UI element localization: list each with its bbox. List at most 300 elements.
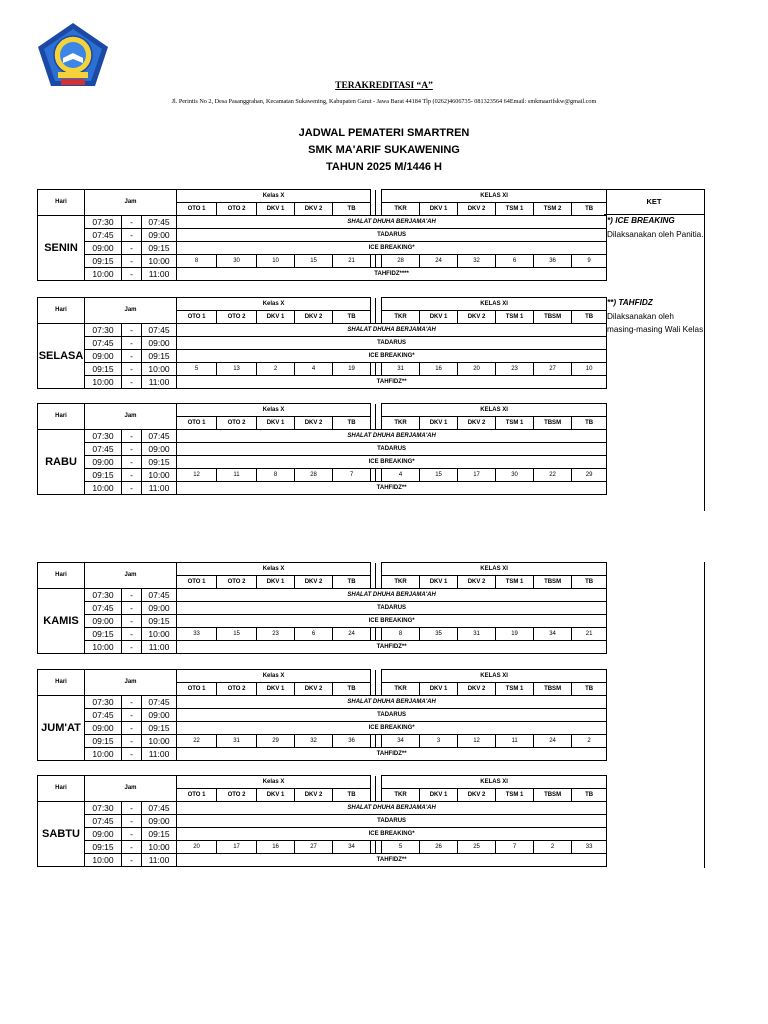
time-start: 07:30 [85, 589, 122, 602]
time-row [38, 589, 607, 602]
class-x-name: DKV 1 [257, 203, 295, 216]
teacher-number: 34 [534, 628, 572, 641]
time-dash: - [122, 589, 142, 602]
time-dash: - [122, 748, 142, 761]
class-xi-name: DKV 2 [458, 417, 496, 430]
class-xi-name: DKV 1 [420, 203, 458, 216]
time-end: 07:45 [142, 324, 177, 337]
time-dash: - [122, 815, 142, 828]
class-xi-name: DKV 2 [458, 683, 496, 696]
time-end: 09:00 [142, 815, 177, 828]
activity-dhuha: SHALAT DHUHA BERJAMA'AH [177, 589, 607, 602]
day-name: SABTU [38, 802, 85, 867]
time-start: 09:00 [85, 456, 122, 469]
class-xi-name: TSM 1 [496, 203, 534, 216]
time-row [38, 602, 607, 615]
time-dash: - [122, 376, 142, 389]
time-row [38, 469, 607, 482]
class-xi-name: TBSM [534, 311, 572, 324]
teacher-number: 13 [217, 363, 257, 376]
day-name: JUM'AT [38, 696, 85, 761]
teacher-number: 6 [496, 255, 534, 268]
kelas-x-header: Kelas X [177, 776, 371, 789]
time-start: 07:30 [85, 696, 122, 709]
hari-header: Hari [38, 670, 85, 696]
teacher-number: 8 [382, 628, 420, 641]
teacher-number: 32 [295, 735, 333, 748]
time-end: 09:00 [142, 229, 177, 242]
time-dash: - [122, 828, 142, 841]
teacher-number: 31 [217, 735, 257, 748]
time-start: 09:00 [85, 242, 122, 255]
time-start: 07:45 [85, 815, 122, 828]
time-start: 07:30 [85, 430, 122, 443]
class-x-name: OTO 1 [177, 203, 217, 216]
class-x-name: OTO 1 [177, 683, 217, 696]
jam-header: Jam [85, 563, 177, 589]
teacher-number: 33 [177, 628, 217, 641]
teacher-number: 24 [534, 735, 572, 748]
time-dash: - [122, 735, 142, 748]
activity-ice: ICE BREAKING* [177, 615, 607, 628]
teacher-number: 26 [420, 841, 458, 854]
class-xi-name: TSM 1 [496, 417, 534, 430]
time-dash: - [122, 802, 142, 815]
kelas-xi-header: KELAS XI [382, 190, 607, 203]
time-start: 07:45 [85, 229, 122, 242]
class-xi-name: TBSM [534, 683, 572, 696]
class-xi-name: TKR [382, 576, 420, 589]
class-x-name: TB [333, 683, 371, 696]
time-end: 11:00 [142, 482, 177, 495]
teacher-number: 6 [295, 628, 333, 641]
time-start: 10:00 [85, 482, 122, 495]
teacher-number: 19 [496, 628, 534, 641]
activity-dhuha: SHALAT DHUHA BERJAMA'AH [177, 802, 607, 815]
class-x-name: OTO 2 [217, 576, 257, 589]
time-row [38, 628, 607, 641]
time-row [38, 350, 607, 363]
class-xi-name: TBSM [534, 789, 572, 802]
teacher-number: 2 [257, 363, 295, 376]
time-dash: - [122, 841, 142, 854]
teacher-number: 29 [572, 469, 607, 482]
time-end: 07:45 [142, 802, 177, 815]
teacher-number: 22 [534, 469, 572, 482]
time-row [38, 735, 607, 748]
teacher-number: 12 [458, 735, 496, 748]
class-x-name: OTO 2 [217, 417, 257, 430]
time-dash: - [122, 628, 142, 641]
class-xi-name: TB [572, 311, 607, 324]
teacher-number: 2 [572, 735, 607, 748]
teacher-number: 31 [458, 628, 496, 641]
time-row [38, 430, 607, 443]
class-x-name: OTO 2 [217, 789, 257, 802]
time-start: 09:15 [85, 255, 122, 268]
hari-header: Hari [38, 190, 85, 216]
class-x-name: OTO 2 [217, 203, 257, 216]
teacher-number: 20 [458, 363, 496, 376]
time-row [38, 324, 607, 337]
title-line-3: TAHUN 2025 M/1446 H [326, 161, 442, 173]
time-dash: - [122, 229, 142, 242]
hari-header: Hari [38, 404, 85, 430]
teacher-number: 27 [295, 841, 333, 854]
time-dash: - [122, 854, 142, 867]
teacher-number: 30 [217, 255, 257, 268]
time-end: 10:00 [142, 628, 177, 641]
teacher-number: 16 [420, 363, 458, 376]
class-x-name: DKV 2 [295, 203, 333, 216]
time-row [38, 363, 607, 376]
class-xi-name: TSM 1 [496, 789, 534, 802]
time-row [38, 337, 607, 350]
time-start: 07:30 [85, 216, 122, 229]
class-xi-name: TKR [382, 789, 420, 802]
time-row [38, 748, 607, 761]
time-row [38, 255, 607, 268]
time-dash: - [122, 430, 142, 443]
class-xi-name: TBSM [534, 417, 572, 430]
time-dash: - [122, 482, 142, 495]
time-end: 07:45 [142, 430, 177, 443]
class-x-name: OTO 2 [217, 683, 257, 696]
class-xi-name: TSM 1 [496, 576, 534, 589]
time-start: 10:00 [85, 854, 122, 867]
time-dash: - [122, 443, 142, 456]
class-xi-name: TBSM [534, 576, 572, 589]
schedule-table-senin [37, 189, 607, 281]
teacher-number: 15 [420, 469, 458, 482]
activity-tadarus: TADARUS [177, 337, 607, 350]
teacher-number: 33 [572, 841, 607, 854]
class-x-name: OTO 2 [217, 311, 257, 324]
teacher-number: 11 [217, 469, 257, 482]
activity-tahfidz: TAHFIDZ** [177, 482, 607, 495]
time-dash: - [122, 337, 142, 350]
teacher-number: 17 [217, 841, 257, 854]
time-dash: - [122, 615, 142, 628]
ket-border-lower [704, 562, 705, 868]
activity-dhuha: SHALAT DHUHA BERJAMA'AH [177, 216, 607, 229]
time-row [38, 456, 607, 469]
class-x-name: DKV 1 [257, 683, 295, 696]
time-row [38, 615, 607, 628]
ket-header: KET [604, 189, 705, 215]
class-x-name: DKV 1 [257, 576, 295, 589]
time-dash: - [122, 469, 142, 482]
activity-ice: ICE BREAKING* [177, 242, 607, 255]
kelas-x-header: Kelas X [177, 563, 371, 576]
class-xi-name: TKR [382, 417, 420, 430]
time-dash: - [122, 696, 142, 709]
class-xi-name: TB [572, 203, 607, 216]
time-start: 07:45 [85, 602, 122, 615]
teacher-number: 30 [496, 469, 534, 482]
teacher-number: 27 [534, 363, 572, 376]
jam-header: Jam [85, 190, 177, 216]
teacher-number: 34 [333, 841, 371, 854]
time-end: 09:00 [142, 443, 177, 456]
time-dash: - [122, 255, 142, 268]
activity-tahfidz: TAHFIDZ** [177, 641, 607, 654]
time-row [38, 815, 607, 828]
hari-header: Hari [38, 563, 85, 589]
time-row [38, 841, 607, 854]
time-row [38, 443, 607, 456]
class-x-name: DKV 1 [257, 789, 295, 802]
class-xi-name: DKV 1 [420, 311, 458, 324]
time-dash: - [122, 324, 142, 337]
schedule-table-jumat [37, 669, 607, 761]
time-end: 10:00 [142, 735, 177, 748]
class-x-name: OTO 1 [177, 311, 217, 324]
teacher-number: 22 [177, 735, 217, 748]
time-row [38, 216, 607, 229]
teacher-number: 10 [572, 363, 607, 376]
activity-dhuha: SHALAT DHUHA BERJAMA'AH [177, 696, 607, 709]
teacher-number: 4 [295, 363, 333, 376]
time-end: 07:45 [142, 216, 177, 229]
note-tahfidz [607, 296, 705, 337]
time-end: 09:00 [142, 337, 177, 350]
time-dash: - [122, 722, 142, 735]
time-row [38, 828, 607, 841]
class-x-name: TB [333, 576, 371, 589]
class-x-name: DKV 2 [295, 576, 333, 589]
time-dash: - [122, 641, 142, 654]
jam-header: Jam [85, 776, 177, 802]
teacher-number: 8 [177, 255, 217, 268]
kelas-x-header: Kelas X [177, 190, 371, 203]
note-ice-breaking-title: *) ICE BREAKING [607, 216, 675, 225]
class-xi-name: TSM 2 [534, 203, 572, 216]
time-start: 09:15 [85, 469, 122, 482]
class-xi-name: DKV 1 [420, 789, 458, 802]
time-dash: - [122, 709, 142, 722]
teacher-number: 28 [295, 469, 333, 482]
class-xi-name: DKV 2 [458, 576, 496, 589]
time-end: 10:00 [142, 469, 177, 482]
schedule-table-selasa [37, 297, 607, 389]
class-x-name: OTO 1 [177, 576, 217, 589]
teacher-number: 24 [420, 255, 458, 268]
activity-tadarus: TADARUS [177, 602, 607, 615]
teacher-number: 12 [177, 469, 217, 482]
teacher-number: 15 [295, 255, 333, 268]
kelas-xi-header: KELAS XI [382, 670, 607, 683]
kelas-x-header: Kelas X [177, 670, 371, 683]
teacher-number: 9 [572, 255, 607, 268]
jam-header: Jam [85, 404, 177, 430]
class-x-name: DKV 2 [295, 683, 333, 696]
time-dash: - [122, 216, 142, 229]
note-tahfidz-title: **) TAHFIDZ [607, 298, 653, 307]
time-end: 10:00 [142, 255, 177, 268]
time-end: 09:15 [142, 456, 177, 469]
note-ice-breaking [607, 214, 705, 241]
time-row [38, 268, 607, 281]
time-start: 09:15 [85, 735, 122, 748]
teacher-number: 36 [534, 255, 572, 268]
teacher-number: 31 [382, 363, 420, 376]
class-xi-name: DKV 1 [420, 683, 458, 696]
class-xi-name: TB [572, 576, 607, 589]
teacher-number: 4 [382, 469, 420, 482]
class-x-name: OTO 1 [177, 789, 217, 802]
time-end: 07:45 [142, 696, 177, 709]
school-logo [36, 22, 110, 88]
teacher-number: 36 [333, 735, 371, 748]
class-xi-name: DKV 1 [420, 417, 458, 430]
teacher-number: 5 [177, 363, 217, 376]
teacher-number: 7 [333, 469, 371, 482]
activity-dhuha: SHALAT DHUHA BERJAMA'AH [177, 324, 607, 337]
kelas-xi-header: KELAS XI [382, 404, 607, 417]
activity-tahfidz: TAHFIDZ**** [177, 268, 607, 281]
title-line-2: SMK MA'ARIF SUKAWENING [308, 144, 460, 156]
time-end: 09:15 [142, 722, 177, 735]
time-row [38, 242, 607, 255]
teacher-number: 32 [458, 255, 496, 268]
class-xi-name: TKR [382, 311, 420, 324]
time-end: 09:00 [142, 602, 177, 615]
activity-ice: ICE BREAKING* [177, 722, 607, 735]
time-start: 09:15 [85, 841, 122, 854]
class-xi-name: TSM 1 [496, 311, 534, 324]
kelas-xi-header: KELAS XI [382, 776, 607, 789]
activity-ice: ICE BREAKING* [177, 350, 607, 363]
teacher-number: 28 [382, 255, 420, 268]
time-dash: - [122, 350, 142, 363]
schedule-table-sabtu [37, 775, 607, 867]
time-start: 09:00 [85, 615, 122, 628]
time-end: 09:15 [142, 828, 177, 841]
activity-ice: ICE BREAKING* [177, 456, 607, 469]
time-end: 10:00 [142, 363, 177, 376]
title-line-1: JADWAL PEMATERI SMARTREN [298, 127, 470, 139]
class-xi-name: DKV 2 [458, 203, 496, 216]
time-row [38, 229, 607, 242]
teacher-number: 5 [382, 841, 420, 854]
time-start: 10:00 [85, 268, 122, 281]
time-end: 09:00 [142, 709, 177, 722]
teacher-number: 8 [257, 469, 295, 482]
teacher-number: 19 [333, 363, 371, 376]
time-row [38, 376, 607, 389]
time-end: 11:00 [142, 268, 177, 281]
hari-header: Hari [38, 298, 85, 324]
time-end: 09:15 [142, 350, 177, 363]
class-xi-name: TSM 1 [496, 683, 534, 696]
time-end: 11:00 [142, 641, 177, 654]
kelas-xi-header: KELAS XI [382, 563, 607, 576]
class-x-name: TB [333, 789, 371, 802]
kelas-xi-header: KELAS XI [382, 298, 607, 311]
class-xi-name: DKV 2 [458, 311, 496, 324]
teacher-number: 3 [420, 735, 458, 748]
time-start: 10:00 [85, 748, 122, 761]
teacher-number: 15 [217, 628, 257, 641]
time-dash: - [122, 242, 142, 255]
time-start: 09:00 [85, 350, 122, 363]
time-end: 11:00 [142, 748, 177, 761]
time-dash: - [122, 363, 142, 376]
time-start: 09:00 [85, 828, 122, 841]
time-end: 11:00 [142, 376, 177, 389]
time-end: 11:00 [142, 854, 177, 867]
activity-ice: ICE BREAKING* [177, 828, 607, 841]
kelas-x-header: Kelas X [177, 404, 371, 417]
teacher-number: 21 [572, 628, 607, 641]
teacher-number: 10 [257, 255, 295, 268]
time-start: 07:30 [85, 324, 122, 337]
class-xi-name: TKR [382, 683, 420, 696]
note-ice-breaking-text: Dilaksanakan oleh Panitia. [607, 229, 704, 239]
time-end: 09:15 [142, 615, 177, 628]
teacher-number: 23 [257, 628, 295, 641]
teacher-number: 16 [257, 841, 295, 854]
class-x-name: DKV 2 [295, 417, 333, 430]
time-start: 07:45 [85, 709, 122, 722]
time-start: 07:45 [85, 443, 122, 456]
time-start: 09:15 [85, 363, 122, 376]
kelas-x-header: Kelas X [177, 298, 371, 311]
hari-header: Hari [38, 776, 85, 802]
time-start: 09:00 [85, 722, 122, 735]
class-x-name: TB [333, 417, 371, 430]
time-dash: - [122, 268, 142, 281]
activity-tahfidz: TAHFIDZ** [177, 854, 607, 867]
teacher-number: 20 [177, 841, 217, 854]
jam-header: Jam [85, 670, 177, 696]
class-xi-name: DKV 2 [458, 789, 496, 802]
day-name: SELASA [38, 324, 85, 389]
day-name: RABU [38, 430, 85, 495]
time-row [38, 854, 607, 867]
class-xi-name: TB [572, 417, 607, 430]
teacher-number: 29 [257, 735, 295, 748]
class-x-name: TB [333, 203, 371, 216]
class-x-name: DKV 2 [295, 311, 333, 324]
teacher-number: 35 [420, 628, 458, 641]
time-row [38, 709, 607, 722]
activity-tadarus: TADARUS [177, 815, 607, 828]
time-start: 07:45 [85, 337, 122, 350]
class-xi-name: TKR [382, 203, 420, 216]
teacher-number: 17 [458, 469, 496, 482]
day-name: KAMIS [38, 589, 85, 654]
time-start: 10:00 [85, 641, 122, 654]
schedule-table-rabu [37, 403, 607, 495]
teacher-number: 21 [333, 255, 371, 268]
time-end: 10:00 [142, 841, 177, 854]
activity-dhuha: SHALAT DHUHA BERJAMA'AH [177, 430, 607, 443]
class-x-name: DKV 1 [257, 417, 295, 430]
school-address: Jl. Perintis No 2, Desa Pasanggrahan, Kecamatan Sukawening, Kabupaten Garut - Jawa Barat 44184 Tlp (0262)4606735- 081323564 64Email: smkmaarifskw@gmail.com [171, 98, 597, 105]
time-start: 09:15 [85, 628, 122, 641]
time-end: 07:45 [142, 589, 177, 602]
class-xi-name: TB [572, 683, 607, 696]
class-x-name: TB [333, 311, 371, 324]
class-xi-name: DKV 1 [420, 576, 458, 589]
time-start: 07:30 [85, 802, 122, 815]
schedule-table-kamis [37, 562, 607, 654]
time-end: 09:15 [142, 242, 177, 255]
teacher-number: 7 [496, 841, 534, 854]
time-row [38, 482, 607, 495]
